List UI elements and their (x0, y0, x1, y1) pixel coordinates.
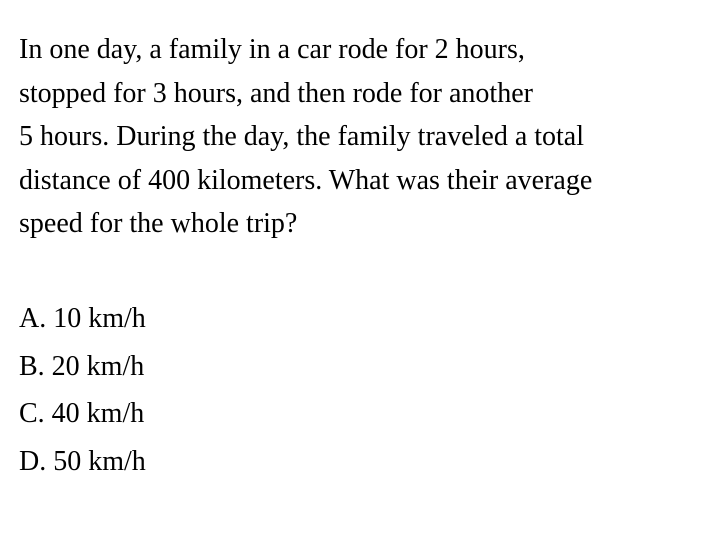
question-line-1: In one day, a family in a car rode for 2 hours, (19, 34, 525, 65)
option-a: A. 10 km/h (19, 303, 146, 334)
question-line-2: stopped for 3 hours, and then rode for another (19, 77, 533, 109)
question-line-5: speed for the whole trip? (19, 208, 298, 239)
question-text (19, 28, 709, 246)
option-d: D. 50 km/h (19, 445, 146, 477)
option-b: B. 20 km/h (19, 350, 145, 382)
question-line-3: 5 hours. During the day, the family traveled a total (19, 121, 585, 152)
option-c: C. 40 km/h (19, 398, 145, 429)
question-line-4: distance of 400 kilometers. What was their average (19, 164, 593, 196)
answer-options (19, 295, 419, 485)
